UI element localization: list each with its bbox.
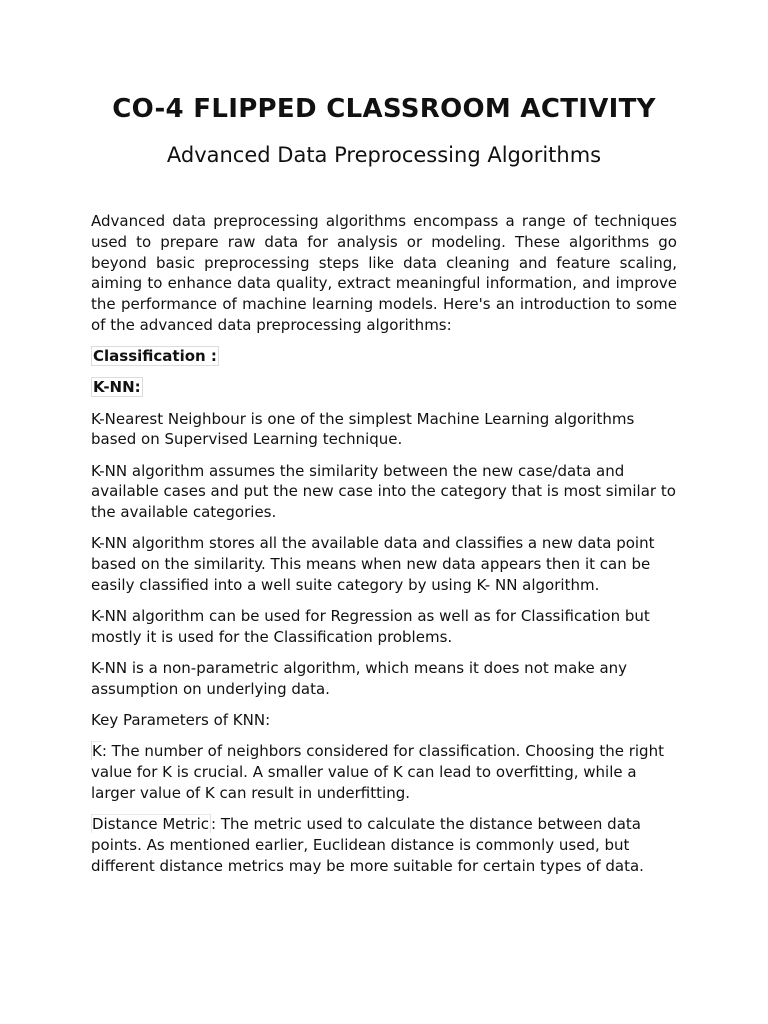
param-distance-text: : The metric used to calculate the distance between data points. As mentioned earlier, Euclidean distance is commonly used, but different distance metrics may be more suitable for certain types of data.	[91, 815, 644, 875]
key-parameters-label: Key Parameters of KNN:	[91, 711, 271, 730]
knn-heading-text: K-NN:	[93, 378, 141, 397]
param-distance-term: Distance Metric	[92, 815, 209, 834]
knn-paragraph-3: K-NN algorithm stores all the available data and classifies a new data point based on the similarity. This means when new data appears then it can be easily classified into a well suite category by using K- NN algorithm.	[91, 534, 655, 594]
intro-paragraph: Advanced data preprocessing algorithms encompass a range of techniques used to prepare raw data for analysis or modeling. These algorithms go beyond basic preprocessing steps like data cleaning and feature scaling, aiming to enhance data quality, extract meaningful information, and improve the performance of machine learning models. Here's an introduction to some of the advanced data preprocessing algorithms:	[91, 212, 677, 334]
knn-paragraph-4: K-NN algorithm can be used for Regression as well as for Classification but mostly it is used for the Classification problems.	[91, 607, 650, 646]
document-title: CO-4 FLIPPED CLASSROOM ACTIVITY	[112, 94, 656, 124]
document-subtitle: Advanced Data Preprocessing Algorithms	[166, 143, 602, 167]
classification-heading	[91, 346, 677, 367]
classification-heading-text: Classification :	[93, 347, 217, 366]
knn-heading	[91, 377, 677, 398]
param-k-paragraph	[91, 741, 677, 803]
document-body	[91, 211, 677, 887]
param-distance-paragraph	[91, 814, 677, 876]
knn-paragraph-1: K-Nearest Neighbour is one of the simplest Machine Learning algorithms based on Supervised Learning technique.	[91, 409, 635, 449]
param-k-term: K	[92, 742, 102, 761]
knn-paragraph-5: K-NN is a non-parametric algorithm, which means it does not make any assumption on underlying data.	[91, 659, 628, 698]
knn-paragraph-2: K-NN algorithm assumes the similarity between the new case/data and available cases and put the new case into the category that is most similar to the available categories.	[91, 461, 676, 522]
param-k-text: : The number of neighbors considered for classification. Choosing the right value for K is crucial. A smaller value of K can lead to overfitting, while a larger value of K can result in underfitting.	[91, 742, 664, 802]
